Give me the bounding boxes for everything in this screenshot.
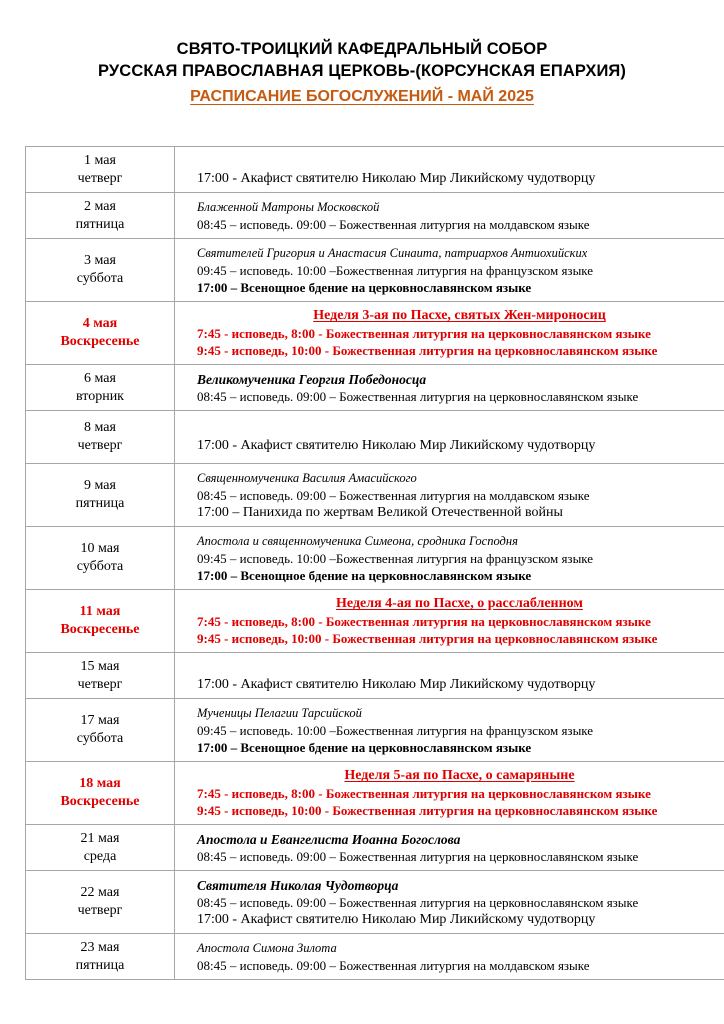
event-line: 09:45 – исповедь. 10:00 –Божественная литургия на французском языке <box>197 262 594 278</box>
event-line: 17:00 - Акафист святителю Николаю Мир Ликийскому чудотворцу <box>197 438 596 453</box>
weekday: Воскресенье <box>60 334 140 349</box>
events-cell <box>175 590 724 653</box>
empty-line <box>197 659 722 676</box>
date-cell <box>26 193 175 239</box>
table-row <box>26 653 724 699</box>
table-row <box>26 193 724 239</box>
liturgy-line: 7:45 - исповедь, 8:00 - Божественная литургия на церковнославянском языке <box>197 326 651 341</box>
saint-name: Апостола Симона Зилота <box>197 940 337 955</box>
date-cell <box>26 699 175 762</box>
date: 2 мая <box>84 198 116 214</box>
date: 1 мая <box>84 152 116 168</box>
liturgy-line: 9:45 - исповедь, 10:00 - Божественная литургия на церковнославянском языке <box>197 343 658 358</box>
table-row <box>26 699 724 762</box>
events-cell <box>175 193 724 239</box>
date-cell <box>26 762 175 825</box>
date-cell <box>26 302 175 365</box>
weekday: четверг <box>77 438 123 453</box>
date-cell <box>26 147 175 193</box>
event-line: 08:45 – исповедь. 09:00 – Божественная литургия на церковнославянском языке <box>197 894 639 910</box>
events-cell <box>175 762 724 825</box>
liturgy-line: 9:45 - исповедь, 10:00 - Божественная литургия на церковнославянском языке <box>197 803 658 818</box>
weekday: четверг <box>77 676 123 692</box>
table-row <box>26 934 724 980</box>
vigil-line: 17:00 – Всенощное бдение на церковнославянском языке <box>197 279 532 295</box>
date-cell <box>26 825 175 871</box>
liturgy-line: 9:45 - исповедь, 10:00 - Божественная литургия на церковнославянском языке <box>197 631 658 646</box>
event-line: 08:45 – исповедь. 09:00 – Божественная литургия на церковнославянском языке <box>197 388 639 404</box>
date-cell <box>26 411 175 464</box>
date: 8 мая <box>84 420 116 435</box>
weekday: пятница <box>75 216 125 232</box>
date-cell <box>26 239 175 302</box>
weekday: суббота <box>76 731 124 746</box>
event-line: 08:45 – исповедь. 09:00 – Божественная литургия на церковнославянском языке <box>197 848 639 864</box>
saint-name: Святителей Григория и Анастасия Синаита, патриархов Антиохийских <box>197 245 588 260</box>
weekday: четверг <box>77 903 123 918</box>
event-line: 17:00 - Акафист святителю Николаю Мир Ликийскому чудотворцу <box>197 911 596 927</box>
event-line: 08:45 – исповедь. 09:00 – Божественная литургия на молдавском языке <box>197 957 590 973</box>
weekday: Воскресенье <box>60 794 140 809</box>
date: 21 мая <box>80 830 120 846</box>
event-line: 09:45 – исповедь. 10:00 –Божественная литургия на французском языке <box>197 550 594 566</box>
table-row <box>26 590 724 653</box>
events-cell <box>175 464 724 527</box>
event-line: 09:45 – исповедь. 10:00 –Божественная литургия на французском языке <box>197 722 594 738</box>
feast-title: Неделя 3-ая по Пасхе, святых Жен-мироносиц <box>313 308 606 323</box>
date: 23 мая <box>80 939 120 955</box>
date: 18 мая <box>79 776 121 791</box>
date-cell <box>26 464 175 527</box>
event-line: 17:00 – Панихида по жертвам Великой Отечественной войны <box>197 504 563 520</box>
schedule-table <box>25 146 724 980</box>
weekday: среда <box>83 848 117 864</box>
table-row <box>26 527 724 590</box>
event-line: 08:45 – исповедь. 09:00 – Божественная литургия на молдавском языке <box>197 216 590 232</box>
events-cell <box>175 147 724 193</box>
table-row <box>26 365 724 411</box>
saint-name: Блаженной Матроны Московской <box>197 199 380 214</box>
weekday: вторник <box>76 388 124 404</box>
event-line: 17:00 - Акафист святителю Николаю Мир Ликийскому чудотворцу <box>197 676 596 692</box>
church-title: РУССКАЯ ПРАВОСЛАВНАЯ ЦЕРКОВЬ-(КОРСУНСКАЯ ЕПАРХИЯ) <box>98 62 626 80</box>
table-row <box>26 825 724 871</box>
date-cell <box>26 365 175 411</box>
events-cell <box>175 825 724 871</box>
date: 4 мая <box>82 316 118 331</box>
weekday: пятница <box>75 957 125 973</box>
header <box>0 38 724 107</box>
table-row <box>26 464 724 527</box>
table-row <box>26 762 724 825</box>
saint-name: Мученицы Пелагии Тарсийской <box>197 705 362 720</box>
date: 17 мая <box>80 713 120 728</box>
table-row <box>26 239 724 302</box>
events-cell <box>175 239 724 302</box>
saint-name: Священномученика Василия Амасийского <box>197 470 417 485</box>
feast-title: Неделя 5-ая по Пасхе, о самаряныне <box>344 768 575 783</box>
event-line: 08:45 – исповедь. 09:00 – Божественная литургия на молдавском языке <box>197 487 590 503</box>
weekday: Воскресенье <box>60 622 140 637</box>
date-cell <box>26 653 175 699</box>
events-cell <box>175 653 724 699</box>
saint-name: Святителя Николая Чудотворца <box>197 877 399 893</box>
table-row <box>26 302 724 365</box>
events-cell <box>175 527 724 590</box>
table-row <box>26 147 724 193</box>
empty-line <box>197 153 722 170</box>
vigil-line: 17:00 – Всенощное бдение на церковнославянском языке <box>197 739 532 755</box>
saint-name: Апостола и Евангелиста Иоанна Богослова <box>197 831 461 847</box>
saint-name: Апостола и священномученика Симеона, сродника Господня <box>197 533 518 548</box>
saint-name: Великомученика Георгия Победоносца <box>197 371 427 387</box>
event-line: 17:00 - Акафист святителю Николаю Мир Ликийскому чудотворцу <box>197 170 596 186</box>
weekday: четверг <box>77 170 123 186</box>
cathedral-title: СВЯТО-ТРОИЦКИЙ КАФЕДРАЛЬНЫЙ СОБОР <box>176 40 548 58</box>
feast-title: Неделя 4-ая по Пасхе, о расслабленном <box>336 596 583 611</box>
date-cell <box>26 871 175 934</box>
date: 3 мая <box>84 253 116 268</box>
liturgy-line: 7:45 - исповедь, 8:00 - Божественная литургия на церковнославянском языке <box>197 786 651 801</box>
empty-line <box>197 420 722 437</box>
date: 15 мая <box>80 658 120 674</box>
events-cell <box>175 302 724 365</box>
events-cell <box>175 934 724 980</box>
table-row <box>26 411 724 464</box>
date: 22 мая <box>80 885 120 900</box>
table-row <box>26 871 724 934</box>
weekday: суббота <box>76 271 124 286</box>
events-cell <box>175 699 724 762</box>
weekday: пятница <box>75 496 125 511</box>
date-cell <box>26 527 175 590</box>
date-cell <box>26 590 175 653</box>
vigil-line: 17:00 – Всенощное бдение на церковнославянском языке <box>197 567 532 583</box>
weekday: суббота <box>76 559 124 574</box>
events-cell <box>175 411 724 464</box>
date: 10 мая <box>80 541 120 556</box>
liturgy-line: 7:45 - исповедь, 8:00 - Божественная литургия на церковнославянском языке <box>197 614 651 629</box>
schedule-title: РАСПИСАНИЕ БОГОСЛУЖЕНИЙ - МАЙ 2025 <box>190 88 534 105</box>
events-cell <box>175 365 724 411</box>
date: 9 мая <box>84 478 116 493</box>
events-cell <box>175 871 724 934</box>
date: 6 мая <box>84 370 116 386</box>
date: 11 мая <box>79 604 121 619</box>
date-cell <box>26 934 175 980</box>
